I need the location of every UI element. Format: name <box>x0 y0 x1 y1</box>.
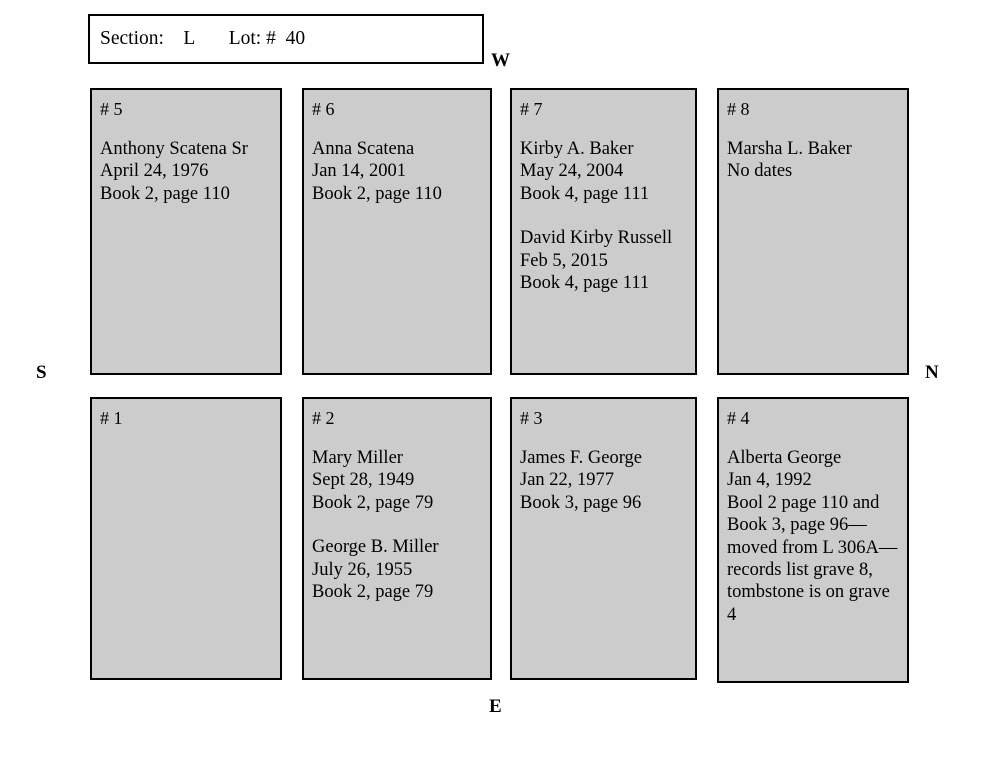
grave-cell[interactable] <box>717 88 909 375</box>
burial-line: Jan 14, 2001 <box>312 161 407 182</box>
burial-line: Book 4, page 111 <box>520 183 650 204</box>
burial-line: Anna Scatena <box>312 139 415 159</box>
burial-line: Book 2, page 79 <box>312 582 434 603</box>
burial-line: Book 2, page 110 <box>100 183 230 204</box>
compass-label-north: N <box>925 362 939 383</box>
burial-entry <box>727 447 901 626</box>
burial-entry <box>312 447 484 514</box>
burial-line: Mary Miller <box>312 448 403 468</box>
burial-line: Sept 28, 1949 <box>312 470 415 491</box>
burial-line: July 26, 1955 <box>312 559 413 580</box>
grave-burials <box>727 138 901 183</box>
burial-line: Book 4, page 111 <box>520 273 650 294</box>
burial-line: Marsha L. Baker <box>727 139 852 159</box>
burial-line: Anthony Scatena Sr <box>100 139 248 159</box>
burial-line: David Kirby Russell <box>520 228 673 249</box>
burial-line: James F. George <box>520 448 643 468</box>
burial-entry <box>100 138 274 205</box>
grave-number: # 7 <box>520 99 543 119</box>
grave-cell[interactable] <box>90 88 282 375</box>
burial-entry <box>520 447 689 514</box>
burial-line: Book 2, page 110 <box>312 183 442 204</box>
grave-burials <box>520 447 689 514</box>
burial-entry <box>520 138 689 205</box>
burial-entry <box>727 138 901 183</box>
burial-entry <box>520 227 689 294</box>
burial-line: Alberta George <box>727 448 842 468</box>
burial-line: Bool 2 page 110 and Book 3, page 96—moved from L 306A—records list grave 8, tombstone is on grave 4 <box>727 492 898 625</box>
grave-burials <box>312 447 484 603</box>
grave-number: # 1 <box>100 408 123 428</box>
grave-number: # 3 <box>520 408 543 428</box>
grave-cell[interactable] <box>717 397 909 683</box>
burial-entry <box>312 138 484 205</box>
grave-burials <box>520 138 689 294</box>
grave-cell[interactable] <box>302 397 492 680</box>
grave-cell[interactable] <box>510 88 697 375</box>
burial-line: George B. Miller <box>312 537 439 558</box>
burial-line: April 24, 1976 <box>100 161 209 182</box>
grave-number: # 6 <box>312 99 335 119</box>
burial-line: Feb 5, 2015 <box>520 250 608 271</box>
grave-number: # 4 <box>727 408 750 428</box>
burial-line: May 24, 2004 <box>520 161 624 182</box>
section-lot-header-box <box>88 14 484 64</box>
grave-number: # 2 <box>312 408 335 428</box>
grave-number: # 5 <box>100 99 123 119</box>
burial-entry <box>312 536 484 603</box>
grave-burials <box>312 138 484 205</box>
grave-burials <box>100 138 274 205</box>
compass-label-south: S <box>36 362 47 383</box>
grave-cell[interactable] <box>302 88 492 375</box>
burial-line: No dates <box>727 161 793 182</box>
section-lot-label: Section: L Lot: # 40 <box>100 28 306 49</box>
grave-number: # 8 <box>727 99 750 119</box>
burial-line: Kirby A. Baker <box>520 139 634 159</box>
burial-line: Book 3, page 96 <box>520 492 642 513</box>
grave-burials <box>727 447 901 626</box>
burial-line: Jan 4, 1992 <box>727 470 812 491</box>
grave-cell[interactable] <box>90 397 282 680</box>
burial-line: Jan 22, 1977 <box>520 470 615 491</box>
burial-line: Book 2, page 79 <box>312 492 434 513</box>
compass-label-west: W <box>491 50 510 71</box>
grave-cell[interactable] <box>510 397 697 680</box>
compass-label-east: E <box>489 696 502 717</box>
